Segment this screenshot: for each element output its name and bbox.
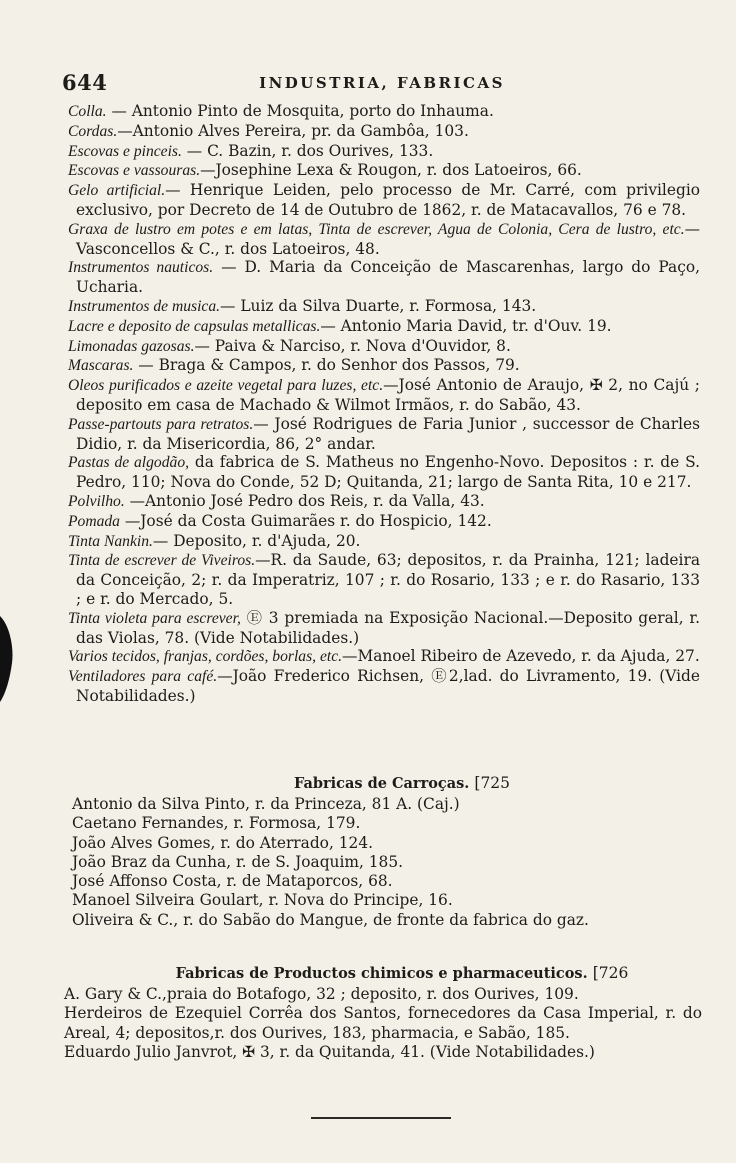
entry: [68, 647, 700, 667]
entry-label: Oleos purificados e azeite vegetal para luzes, etc.: [68, 377, 384, 395]
entry-label: Pastas de algodão,: [68, 454, 190, 472]
entry-text: — Deposito, r. d'Ajuda, 20.: [152, 531, 361, 550]
entry-text: — D. Maria da Conceição de Mascarenhas, largo do Paço, Ucharia.: [76, 258, 700, 297]
entry-label: Pomada: [68, 512, 120, 530]
entry: [68, 142, 700, 162]
list-item: Oliveira & C., r. do Sabão do Mangue, de fronte da fabrica do gaz.: [72, 910, 589, 929]
entry: [68, 376, 700, 415]
entry-text: Ⓔ 3 premiada na Exposição Nacional.—Deposito geral, r. das Violas, 78. (Vide Notabilidades.): [76, 608, 700, 647]
entry-text: —R. da Saude, 63; depositos, r. da Prainha, 121; ladeira da Conceição, 2; r. da Imperatriz, 107 ; r. do Rosario, 133 ; e r. do Rasario, 133 ; e r. do Mercado, 5.: [76, 551, 700, 608]
list-item: Caetano Fernandes, r. Formosa, 179.: [72, 814, 361, 833]
entry: [68, 258, 700, 297]
entry-label: Passe-partouts para retratos.: [68, 415, 254, 433]
entry-label: Gelo artificial.: [68, 182, 166, 200]
entry: [68, 609, 700, 648]
running-title: INDUSTRIA, FABRICAS: [259, 74, 505, 92]
entry-label: Lacre e deposito de capsulas metallicas.: [68, 317, 321, 335]
industry-entries: [68, 102, 700, 706]
list-item: Antonio da Silva Pinto, r. da Princeza, 81 A. (Caj.): [72, 795, 460, 813]
section-title: [62, 774, 702, 792]
entry-text: —José Antonio de Araujo, ✠ 2, no Cajú ; deposito em casa de Machado & Wilmot Irmãos, r. do Sabão, 43.: [76, 376, 700, 414]
entry-label: Instrumentos de musica.: [68, 297, 221, 315]
entry: [68, 181, 700, 220]
entry-label: Polvilho.: [68, 492, 125, 510]
page-number: 644: [62, 70, 108, 95]
section-title: [62, 964, 702, 982]
entry-label: Tinta de escrever de Viveiros.: [68, 552, 256, 570]
entry: [68, 122, 700, 142]
list-item: João Braz da Cunha, r. de S. Joaquim, 185.: [72, 852, 404, 871]
entry-label: Limonadas gazosas.: [68, 337, 195, 355]
entry-text: — Henrique Leiden, pelo processo de Mr. Carré, com privilegio exclusivo, por Decreto de 14 de Outubro de 1862, r. de Matacavallos, 76 e 78.: [76, 181, 701, 219]
entry-label: Cordas.: [68, 122, 118, 140]
entry-text: —Josephine Lexa & Rougon, r. dos Latoeiros, 66.: [200, 161, 582, 180]
entry-label: Mascaras.: [68, 357, 134, 375]
entry: [68, 297, 700, 317]
entry-label: Tinta violeta para escrever,: [68, 609, 241, 627]
entry-label: Escovas e vassouras.: [68, 162, 201, 180]
entry: [68, 356, 700, 376]
entry-text: —Antonio José Pedro dos Reis, r. da Valla, 43.: [124, 491, 485, 510]
entry: [68, 220, 700, 259]
entry-text: — Vasconcellos & C., r. dos Latoeiros, 48.: [76, 219, 700, 258]
section-title-text: Fabricas de Productos chimicos e pharmaceuticos.: [175, 965, 588, 982]
entry-label: Ventiladores para café.: [68, 668, 218, 686]
entry-text: — José Rodrigues de Faria Junior , successor de Charles Didio, r. da Misericordia, 86, 2° andar.: [76, 414, 701, 453]
list-item: A. Gary & C.,praia do Botafogo, 32 ; deposito, r. dos Ourives, 109.: [64, 985, 579, 1003]
entry-text: — Antonio Maria David, tr. d'Ouv. 19.: [320, 316, 612, 335]
entry-text: —Antonio Alves Pereira, pr. da Gambôa, 103.: [117, 121, 469, 140]
entry-text: —Manoel Ribeiro de Azevedo, r. da Ajuda, 27.: [342, 647, 700, 666]
entry-text: — Paiva & Narciso, r. Nova d'Ouvidor, 8.: [194, 336, 511, 355]
entry-label: Colla.: [68, 103, 107, 120]
section-number: [725: [474, 774, 511, 792]
binding-ink-mark: [0, 608, 14, 706]
entry-text: da fabrica de S. Matheus no Engenho-Novo. Depositos : r. de S. Pedro, 110; Nova do Conde, 52 D; Quitanda, 21; largo de Santa Rita, 10 e 217.: [76, 453, 700, 492]
list-item: Herdeiros de Ezequiel Corrêa dos Santos, fornecedores da Casa Imperial, r. do Areal, 4; depositos,r. dos Ourives, 183, pharmacia, e Sabão, 185.: [64, 1004, 702, 1042]
entry: [68, 512, 700, 532]
entry: [68, 161, 700, 181]
entry: [68, 551, 700, 608]
entry-label: Escovas e pinceis.: [68, 142, 182, 160]
list-item: João Alves Gomes, r. do Aterrado, 124.: [72, 833, 374, 852]
entry-text: — C. Bazin, r. dos Ourives, 133.: [181, 141, 434, 160]
entry-text: —João Frederico Richsen, Ⓔ2,lad. do Livramento, 19. (Vide Notabilidades.): [76, 667, 700, 705]
entry: [68, 667, 700, 706]
list-item: Eduardo Julio Janvrot, ✠ 3, r. da Quitanda, 41. (Vide Notabilidades.): [64, 1042, 595, 1061]
entry: [68, 337, 700, 357]
entry-label: Graxa de lustro em potes e em latas, Tinta de escrever, Agua de Colonia, Cera de lustro, etc.: [68, 220, 685, 238]
closing-rule: [311, 1117, 451, 1119]
entry-label: Tinta Nankin.: [68, 532, 153, 550]
section-number: [726: [592, 964, 629, 982]
entry: [68, 492, 700, 512]
entry: [68, 453, 700, 492]
entry: [68, 532, 700, 552]
section-title-text: Fabricas de Carroças.: [293, 775, 470, 792]
entry-label: Varios tecidos, franjas, cordões, borlas, etc.: [68, 648, 343, 666]
section-carrocas: [62, 774, 702, 930]
list-item: José Affonso Costa, r. de Mataporcos, 68.: [72, 872, 393, 891]
page-header: [62, 70, 702, 96]
entry: [68, 102, 700, 122]
entry-text: — Braga & Campos, r. do Senhor dos Passos, 79.: [133, 356, 520, 375]
entry-text: —José da Costa Guimarães r. do Hospicio, 142.: [119, 511, 492, 530]
list-item: Manoel Silveira Goulart, r. Nova do Principe, 16.: [72, 891, 453, 910]
entry: [68, 317, 700, 337]
entry: [68, 415, 700, 454]
entry-text: — Luiz da Silva Duarte, r. Formosa, 143.: [220, 296, 537, 315]
entry-text: — Antonio Pinto de Mosquita, porto do Inhauma.: [106, 102, 494, 120]
section-chimicos: [62, 964, 702, 1062]
entry-label: Instrumentos nauticos.: [68, 259, 214, 277]
